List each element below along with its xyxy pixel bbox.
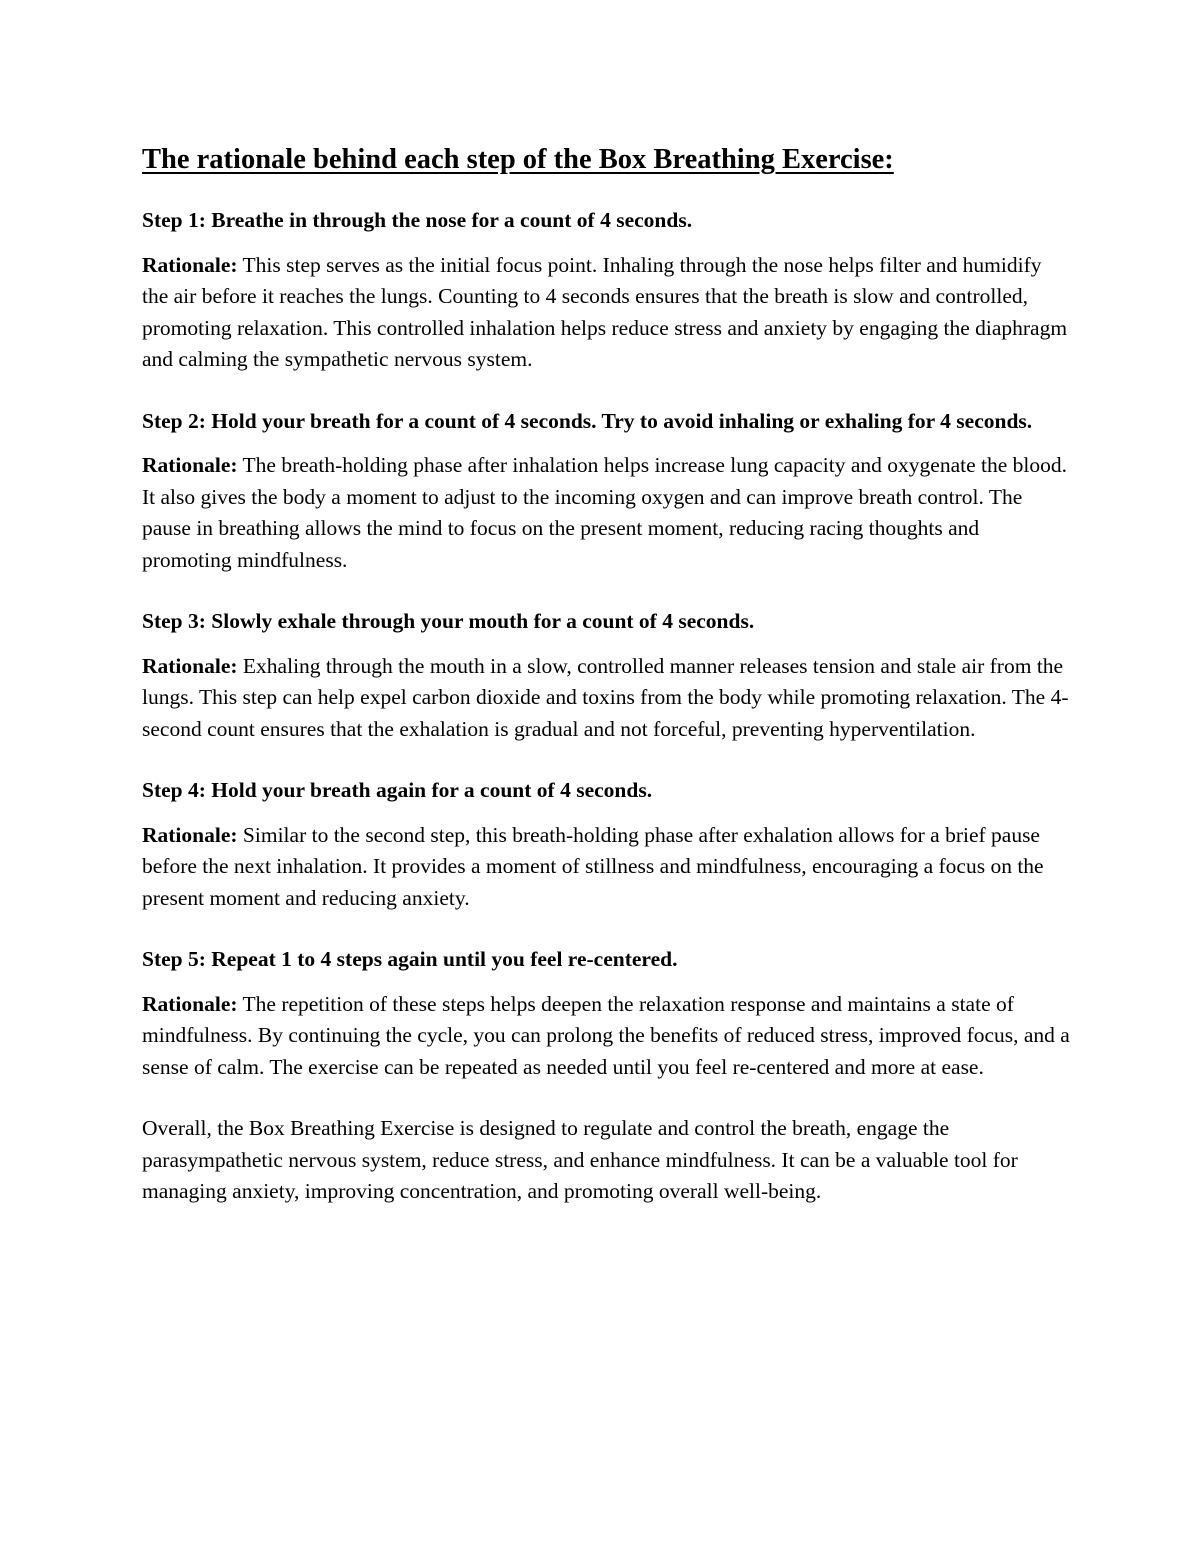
closing-paragraph: Overall, the Box Breathing Exercise is designed to regulate and control the breath, engage the parasympathetic nervous system, reduce stress, and enhance mindfulness. It can be a valuable tool for managing anxiety, improving concentration, and promoting overall well-being. xyxy=(142,1116,1018,1203)
step-heading: Step 1: Breathe in through the nose for a count of 4 seconds. xyxy=(142,208,693,232)
rationale-paragraph xyxy=(142,450,1072,576)
rationale-label: Rationale: xyxy=(142,252,238,277)
rationale-text: The repetition of these steps helps deepen the relaxation response and maintains a state of mindfulness. By continuing the cycle, you can prolong the benefits of reduced stress, improved focus, and a sense of calm. The exercise can be repeated as needed until you feel re-centered and more at ease. xyxy=(142,991,1070,1079)
step-heading: Step 5: Repeat 1 to 4 steps again until you feel re-centered. xyxy=(142,947,678,971)
step-heading: Step 4: Hold your breath again for a count of 4 seconds. xyxy=(142,778,653,802)
document-title: The rationale behind each step of the Box Breathing Exercise: xyxy=(142,144,894,175)
rationale-label: Rationale: xyxy=(142,453,238,477)
rationale-text: This step serves as the initial focus point. Inhaling through the nose helps filter and humidify the air before it reaches the lungs. Counting to 4 seconds ensures that the breath is slow and controlled, promoting relaxation. This controlled inhalation helps reduce stress and anxiety by engaging the diaphragm and calming the sympathetic nervous system. xyxy=(142,252,1068,371)
step-section-5 xyxy=(142,944,1072,1083)
rationale-text: The breath-holding phase after inhalation helps increase lung capacity and oxygenate the blood. It also gives the body a moment to adjust to the incoming oxygen and can improve breath control. The pause in breathing allows the mind to focus on the present moment, reducing racing thoughts and promoting mindfulness. xyxy=(142,453,1068,572)
step-section-1 xyxy=(142,205,1072,376)
rationale-text: Exhaling through the mouth in a slow, controlled manner releases tension and stale air from the lungs. This step can help expel carbon dioxide and toxins from the body while promoting relaxation. The 4-second count ensures that the exhalation is gradual and not forceful, preventing hyperventilation. xyxy=(142,653,1069,741)
step-heading: Step 2: Hold your breath for a count of 4 seconds. Try to avoid inhaling or exhaling for 4 seconds. xyxy=(142,408,1033,433)
rationale-label: Rationale: xyxy=(142,822,238,847)
rationale-label: Rationale: xyxy=(142,653,238,678)
step-section-3 xyxy=(142,606,1072,745)
rationale-paragraph xyxy=(142,989,1072,1084)
step-section-4 xyxy=(142,775,1072,914)
step-heading: Step 3: Slowly exhale through your mouth for a count of 4 seconds. xyxy=(142,609,755,633)
document-body xyxy=(142,138,1072,1208)
rationale-paragraph xyxy=(142,651,1072,746)
rationale-paragraph xyxy=(142,250,1072,376)
step-section-2 xyxy=(142,406,1072,577)
rationale-paragraph xyxy=(142,820,1072,915)
rationale-text: Similar to the second step, this breath-holding phase after exhalation allows for a brief pause before the next inhalation. It provides a moment of stillness and mindfulness, encouraging a focus on the present moment and reducing anxiety. xyxy=(142,822,1044,910)
rationale-label: Rationale: xyxy=(142,991,238,1016)
